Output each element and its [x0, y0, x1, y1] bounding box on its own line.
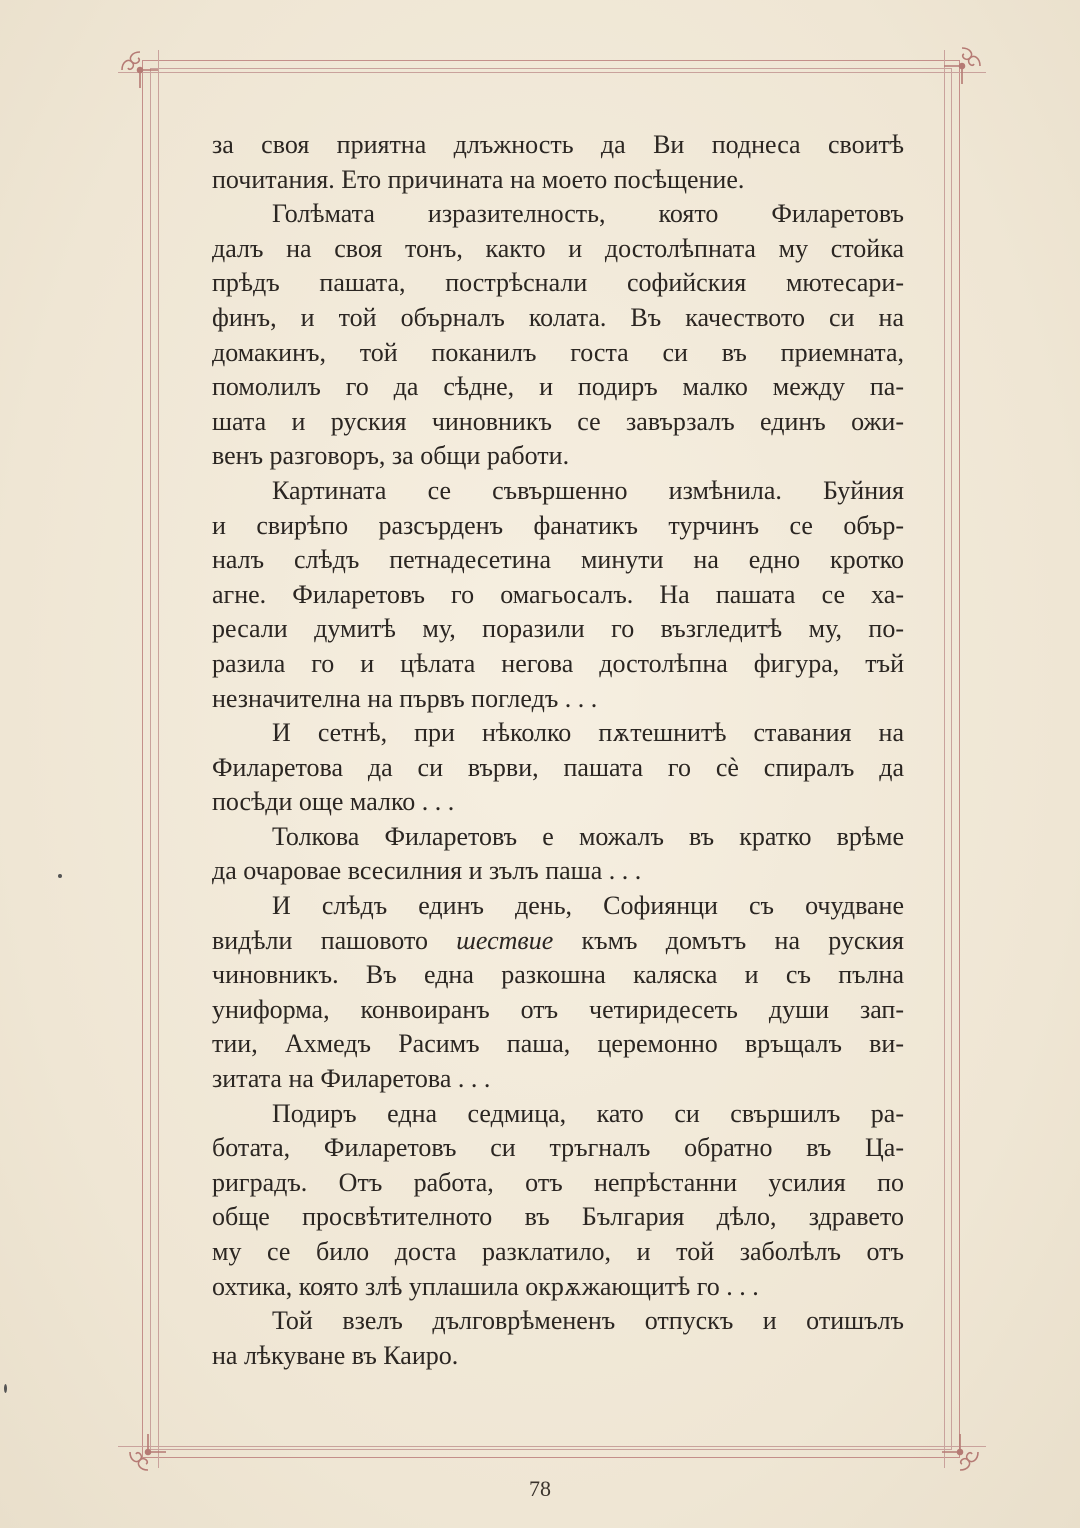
italic-emphasis: шествие	[456, 925, 554, 955]
text-line: му се било доста разклатило, и той заболѣлъ отъ	[212, 1237, 904, 1266]
frame-rule-right	[944, 50, 945, 1468]
text-line: Голѣмата изразителность, която Филаретовъ	[272, 199, 904, 229]
corner-ornament-top-right-icon	[940, 44, 984, 88]
text-line: Той взелъ дълговрѣмененъ отпускъ и отишълъ	[272, 1306, 904, 1336]
frame-rule-left	[158, 50, 159, 1468]
frame-rule-top	[118, 72, 986, 73]
text-line: ботата, Филаретовъ си тръгналъ обратно въ Ца-	[212, 1133, 904, 1163]
paragraph-7	[212, 1097, 904, 1305]
scan-speck	[58, 874, 62, 878]
text-line: прѣдъ пашата, пострѣснали софийския мютесари-	[212, 268, 904, 298]
paragraph-2	[212, 197, 904, 474]
text-line: на лѣкуване въ Каиро.	[212, 1340, 459, 1370]
text-line: домакинъ, той поканилъ госта си въ приемната,	[212, 337, 904, 367]
frame-rule-bottom	[118, 1446, 986, 1447]
text-line: помолилъ го да сѣдне, и подиръ малко между па-	[212, 372, 904, 402]
text-line: посѣди още малко . . .	[212, 787, 455, 817]
text-line: и свирѣпо разсърденъ фанатикъ турчинъ се обър-	[212, 510, 904, 540]
text-line: да очароваe всесилния и зълъ паша . . .	[212, 856, 642, 886]
text-line: Толкова Филаретовъ е можалъ въ кратко врѣме	[272, 821, 904, 851]
text-line: униформа, конвоиранъ отъ четиридесеть души зап-	[212, 994, 904, 1024]
paragraph-4	[212, 716, 904, 820]
text-line: охтика, която злѣ уплашила окрѫжающитѣ го . . .	[212, 1271, 759, 1301]
text-line: И сетнѣ, при нѣколко пѫтешнитѣ ставания на	[272, 718, 904, 748]
text-line: далъ на своя тонъ, както и достолѣпната му стойка	[212, 233, 904, 263]
paragraph-6	[212, 889, 904, 1097]
body-text	[212, 128, 904, 1373]
text-line: риградъ. Отъ работа, отъ непрѣстанни усилия по	[212, 1167, 904, 1197]
text-line: шата и руския чиновникъ се завързалъ единъ ожи-	[212, 406, 904, 436]
corner-ornament-top-left-icon	[118, 48, 162, 92]
text-line: чиновникъ. Въ една разкошна каляска и съ пълна	[212, 960, 904, 990]
corner-ornament-bottom-right-icon	[938, 1430, 982, 1474]
page-number: 78	[529, 1476, 551, 1501]
text-line: Филаретова да си върви, пашата го сѐ спиралъ да	[212, 752, 904, 782]
paragraph-8	[212, 1304, 904, 1373]
text-line: почитания. Ето причината на моето посѣщение.	[212, 164, 745, 194]
text-line: разила го и цѣлата негова достолѣпна фигура, тъй	[212, 648, 904, 678]
text-line: ресали думитѣ му, поразили го възгледитѣ му, по-	[212, 614, 904, 644]
text-line: И слѣдъ единъ день, Софиянци съ очудване	[272, 891, 904, 921]
paragraph-5	[212, 820, 904, 889]
paragraph-1	[212, 128, 904, 197]
text-line: обще просвѣтителното въ България дѣло, здравето	[212, 1202, 904, 1232]
text-line: за своя приятна длъжность да Ви поднеса своитѣ	[212, 130, 904, 159]
text-line: незначителна на първъ погледъ . . .	[212, 683, 598, 713]
text-line: зитата на Филаретова . . .	[212, 1064, 491, 1094]
text-line: тии, Ахмедъ Расимъ паша, церемонно връщалъ ви-	[212, 1029, 904, 1059]
scan-speck	[4, 1384, 7, 1393]
text-line: Подиръ една седмица, като си свършилъ ра-	[272, 1098, 904, 1128]
text-line: видѣли пашовото шествие къмъ домътъ на руския	[212, 925, 904, 955]
text-line: Картината се съвършенно измѣнила. Буйния	[272, 475, 904, 505]
text-line: агне. Филаретовъ го омагьосалъ. На пашата се ха-	[212, 579, 904, 609]
text-line: финъ, и той обърналъ колата. Въ качеството си на	[212, 302, 904, 332]
text-line: венъ разговоръ, за общи работи.	[212, 441, 570, 471]
paragraph-3	[212, 474, 904, 716]
corner-ornament-bottom-left-icon	[126, 1430, 170, 1474]
text-line: налъ слѣдъ петнадесетина минути на едно кротко	[212, 545, 904, 575]
